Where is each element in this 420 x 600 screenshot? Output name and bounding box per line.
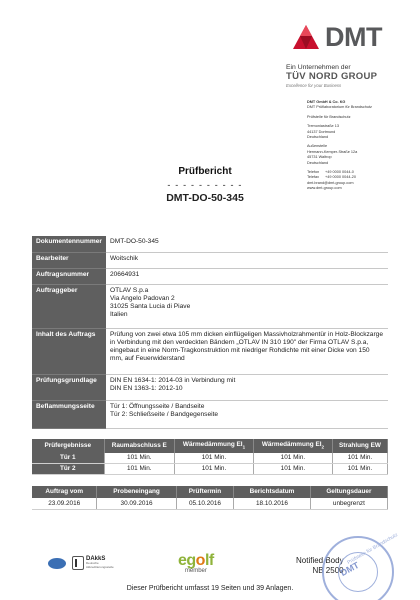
info-row — [32, 284, 388, 328]
address-company: DMT GmbH & Co. KG — [307, 100, 346, 104]
results-cell: 101 Min. — [175, 453, 254, 464]
address-section: Prüfstelle für Brandschutz — [307, 114, 351, 119]
egolf-part-o: o — [195, 552, 205, 569]
results-header: Strahlung EW — [332, 439, 387, 453]
results-table — [32, 439, 388, 475]
info-value: DMT-DO-50-345 — [106, 236, 388, 252]
logo-text: DMT — [325, 21, 382, 52]
info-value: 20664931 — [106, 268, 388, 284]
results-header-text: Wärmedämmung EI — [182, 441, 243, 448]
dates-header: Probeneingang — [97, 486, 176, 498]
dakks-title: DAkkS — [86, 556, 106, 563]
dates-header: Prüftermin — [176, 486, 233, 498]
results-cell: 101 Min. — [175, 464, 254, 475]
egolf-member: member — [184, 568, 207, 574]
dates-cell: 05.10.2016 — [176, 498, 233, 510]
website: www.dmt-group.com — [307, 186, 342, 191]
info-label: Bearbeiter — [32, 252, 106, 268]
notified-line-1: Notified Body — [296, 556, 344, 565]
dates-header: Geltungsdauer — [310, 486, 387, 498]
results-header: Prüfergebnisse — [32, 439, 104, 453]
results-header-row — [32, 439, 388, 453]
info-table — [32, 236, 388, 429]
info-row — [32, 236, 388, 252]
info-label: Dokumentennummer — [32, 236, 106, 252]
dates-cell: 30.09.2016 — [97, 498, 176, 510]
results-row — [32, 453, 388, 464]
egolf-part-2: lf — [204, 552, 214, 569]
address-street2: Hermann-Kemper-Straße 12a — [307, 149, 358, 154]
dmt-logo — [292, 21, 382, 52]
footer-note: Dieser Prüfbericht umfasst 19 Seiten und 39 Anlagen. — [126, 585, 294, 592]
results-cell: 101 Min. — [253, 464, 332, 475]
address-section2: Außenstelle — [307, 144, 328, 149]
results-row-label: Tür 1 — [32, 453, 104, 464]
results-cell: 101 Min. — [332, 464, 387, 475]
dates-cell: 23.09.2016 — [32, 498, 97, 510]
dakks-subtitle: Deutsche Akkreditierungsstelle — [86, 561, 114, 569]
report-title: Prüfbericht — [178, 166, 232, 177]
accreditation-badges — [48, 556, 122, 570]
info-value: Tür 1: Öffnungsseite / Bandseite Tür 2: Schließseite / Bandgegenseite — [106, 400, 388, 428]
stamp-ring-text: Prüfstelle für Brandschutz — [346, 532, 399, 566]
tel-label: Telefon — [307, 170, 320, 175]
dates-header: Berichtsdatum — [234, 486, 311, 498]
dates-cell: unbegrenzt — [310, 498, 387, 510]
title-block — [120, 166, 290, 204]
tuv-line-1: Ein Unternehmen der — [286, 64, 351, 71]
info-label: Prüfungsgrundlage — [32, 374, 106, 400]
results-header — [175, 439, 254, 453]
email: dmt.brand@dmt-group.com — [307, 180, 354, 185]
tuv-line-3: Excellence for your Business — [286, 83, 342, 88]
info-row — [32, 328, 388, 374]
info-row — [32, 252, 388, 268]
notified-line-2: NB 2500 — [312, 566, 344, 575]
address-street: Tremoniastraße 13 — [307, 124, 339, 129]
address-country: Deutschland — [307, 135, 329, 140]
title-dashes: - - - - - - - - - - — [167, 180, 243, 190]
fax-value: +49 0000 0044-20 — [325, 175, 356, 180]
results-header — [253, 439, 332, 453]
info-label: Inhalt des Auftrags — [32, 328, 106, 374]
address-subtitle: DMT Prüflaboratorium für Brandschutz — [307, 105, 372, 110]
results-row — [32, 464, 388, 475]
dates-row — [32, 498, 388, 510]
results-header-text: Wärmedämmung EI — [261, 441, 322, 448]
info-row — [32, 400, 388, 428]
tel-value: +49 0000 0044-0 — [325, 170, 354, 175]
info-value: Prüfung von zwei etwa 105 mm dicken einflügeligen Massivholzrahmentür in Holz-Blockzarge in Verbindung mit den verdeckten Bändern „OTLAV IN 310 190" der Firma OTLAV S.p.a, eingebaut in eine Norm-Tragkonstruktion mit niedriger Rohdichte mit einer Dicke von 150 mm, auf Feuerwiderstand — [106, 328, 388, 374]
results-header-sub: 2 — [321, 444, 325, 450]
info-row — [32, 268, 388, 284]
info-label: Auftragsnummer — [32, 268, 106, 284]
dates-header-row — [32, 486, 388, 498]
tuv-line-2: TÜV NORD GROUP — [286, 71, 378, 82]
info-value: OTLAV S.p.a Via Angelo Padovan 2 31025 Santa Lucia di Piave Italien — [106, 284, 388, 328]
egolf-logo — [178, 553, 214, 574]
accreditation-oval-icon — [48, 558, 66, 569]
dmt-diamond-icon — [292, 24, 320, 50]
dates-cell: 18.10.2016 — [234, 498, 311, 510]
dakks-badge — [72, 556, 122, 570]
address-city: 44137 Dortmund — [307, 129, 336, 134]
address-country2: Deutschland — [307, 160, 329, 165]
address-block — [307, 100, 417, 192]
results-cell: 101 Min. — [253, 453, 332, 464]
dates-header: Auftrag vom — [32, 486, 97, 498]
report-number: DMT-DO-50-345 — [166, 192, 244, 204]
tuv-block — [286, 64, 406, 88]
info-value: Woitschik — [106, 252, 388, 268]
results-cell: 101 Min. — [104, 453, 175, 464]
info-label: Auftraggeber — [32, 284, 106, 328]
stamp-text: DMT — [338, 560, 361, 578]
dates-table — [32, 486, 388, 510]
results-cell: 101 Min. — [332, 453, 387, 464]
info-label: Beflammungsseite — [32, 400, 106, 428]
results-cell: 101 Min. — [104, 464, 175, 475]
egolf-part-1: eg — [178, 552, 196, 569]
info-value: DIN EN 1634-1: 2014-03 in Verbindung mit DIN EN 1363-1: 2012-10 — [106, 374, 388, 400]
fax-label: Telefax — [307, 175, 320, 180]
info-row — [32, 374, 388, 400]
results-header-sub: 1 — [242, 444, 246, 450]
results-row-label: Tür 2 — [32, 464, 104, 475]
address-city2: 45731 Waltrop — [307, 155, 332, 160]
egolf-name — [178, 553, 214, 569]
results-header: Raumabschluss E — [104, 439, 175, 453]
dakks-mark-icon — [72, 556, 84, 570]
